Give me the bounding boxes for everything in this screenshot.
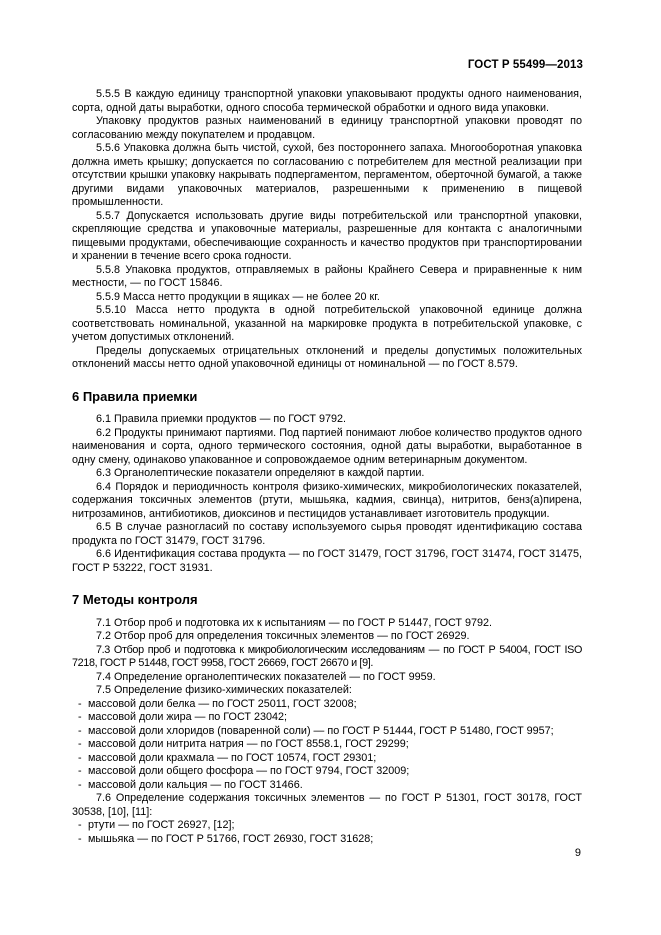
paragraph-7-6: 7.6 Определение содержания токсичных элементов — по ГОСТ Р 51301, ГОСТ 30178, ГОСТ 30538, [10], [11]: [72,792,582,818]
paragraph-6-1: 6.1 Правила приемки продуктов — по ГОСТ 9792. [96,413,346,425]
paragraph-7-5: 7.5 Определение физико-химических показателей: [96,684,352,696]
list-item: - массовой доли нитрита натрия — по ГОСТ 8558.1, ГОСТ 29299; [78,738,409,750]
paragraph-6-2: 6.2 Продукты принимают партиями. Под партией понимают любое количество продуктов одного наименования и сорта, одного термического состояния, одной даты выработки, выработанное в одну смену, одинаково упакованное и сопровождаемое одним ветеринарным документом. [72,426,582,466]
list-item: - массовой доли хлоридов (поваренной соли) — по ГОСТ Р 51444, ГОСТ Р 51480, ГОСТ 9957; [78,724,554,737]
list-item: - массовой доли белка — по ГОСТ 25011, ГОСТ 32008; [78,697,357,710]
paragraph-5-5-7: 5.5.7 Допускается использовать другие виды потребительской или транспортной упаковки, скрепляющие средства и упаковочные материалы, разрешенные для контакта с аналогичными пищевыми продуктами, обеспечивающие сохранность и качество продуктов при транспортировании и хранении в течение всего срока годности. [72,209,582,262]
paragraph-7-1: 7.1 Отбор проб и подготовка их к испытаниям — по ГОСТ Р 51447, ГОСТ 9792. [96,616,493,629]
page-number: 9 [574,847,581,859]
paragraph-5-5-10-note: Пределы допускаемых отрицательных отклонений и пределы допустимых положительных отклонений массы нетто одной упаковочной единицы от номинальной — по ГОСТ 8.579. [72,344,582,370]
section-6-heading: 6 Правила приемки [72,388,198,404]
paragraph-6-4: 6.4 Порядок и периодичность контроля физико-химических, микробиологических показателей, содержания токсичных элементов (ртути, мышьяка, кадмия, свинца), нитритов, бенз(а)пирена, нитрозаминов, антибиотиков, диоксинов и пестицидов устанавливает изготовитель продукции. [72,480,582,520]
list-item: - массовой доли крахмала — по ГОСТ 10574, ГОСТ 29301; [78,751,377,764]
list-item: - массовой доли общего фосфора — по ГОСТ 9794, ГОСТ 32009; [78,765,410,777]
paragraph-5-5-5-note: Упаковку продуктов разных наименований в единицу транспортной упаковки проводят по согласованию между покупателем и продавцом. [72,115,582,141]
list-item: - ртути — по ГОСТ 26927, [12]; [78,819,235,831]
list-item: - мышьяка — по ГОСТ Р 51766, ГОСТ 26930, ГОСТ 31628; [78,832,374,845]
paragraph-5-5-5: 5.5.5 В каждую единицу транспортной упаковки упаковывают продукты одного наименования, сорта, одной даты выработки, одного способа термической обработки и одного вида упаковки. [72,88,582,114]
toxic-elements-list [72,819,582,846]
paragraph-5-5-10: 5.5.10 Масса нетто продукта в одной потребительской упаковочной единице должна соответствовать номинальной, указанной на маркировке продукта в потребительской упаковке, с учетом допустимых отклонений. [72,304,582,343]
section-7-heading: 7 Методы контроля [72,592,198,607]
standard-code: ГОСТ Р 55499—2013 [467,59,583,71]
paragraph-7-2: 7.2 Отбор проб для определения токсичных элементов — по ГОСТ 26929. [96,630,470,642]
paragraph-6-6: 6.6 Идентификация состава продукта — по ГОСТ 31479, ГОСТ 31796, ГОСТ 31474, ГОСТ 31475, ГОСТ Р 53222, ГОСТ 31931. [72,548,582,574]
list-item: - массовой доли жира — по ГОСТ 23042; [78,711,288,723]
physchem-list [72,698,582,793]
paragraph-5-5-8: 5.5.8 Упаковка продуктов, отправляемых в районы Крайнего Севера и приравненные к ним местности, — по ГОСТ 15846. [72,263,582,289]
paragraph-6-3: 6.3 Органолептические показатели определяют в каждой партии. [96,467,425,479]
paragraph-5-5-6: 5.5.6 Упаковка должна быть чистой, сухой, без постороннего запаха. Многооборотная упаковка должна иметь крышку; допускается по согласованию с потребителем для местной реализации при отсутствии крышки упаковку накрывать подпергаментом, пергаментом, оберточной бумагой, а также другими видами упаковочных материалов, разрешенными к применению в пищевой промышленности. [72,142,582,208]
list-item: - массовой доли кальция — по ГОСТ 31466. [78,778,303,791]
paragraph-5-5-9: 5.5.9 Масса нетто продукции в ящиках — не более 20 кг. [96,290,380,303]
paragraph-7-4: 7.4 Определение органолептических показателей — по ГОСТ 9959. [96,670,436,683]
paragraph-7-3: 7.3 Отбор проб и подготовка к микробиологическим исследованиям — по ГОСТ Р 54004, ГОСТ ISO 7218, ГОСТ Р 51448, ГОСТ 9958, ГОСТ 26669, ГОСТ 26670 и [9]. [72,643,582,669]
document-body [72,88,582,846]
paragraph-6-5: 6.5 В случае разногласий по составу используемого сырья проводят идентификацию состава продукта по ГОСТ 31479, ГОСТ 31796. [72,521,582,547]
